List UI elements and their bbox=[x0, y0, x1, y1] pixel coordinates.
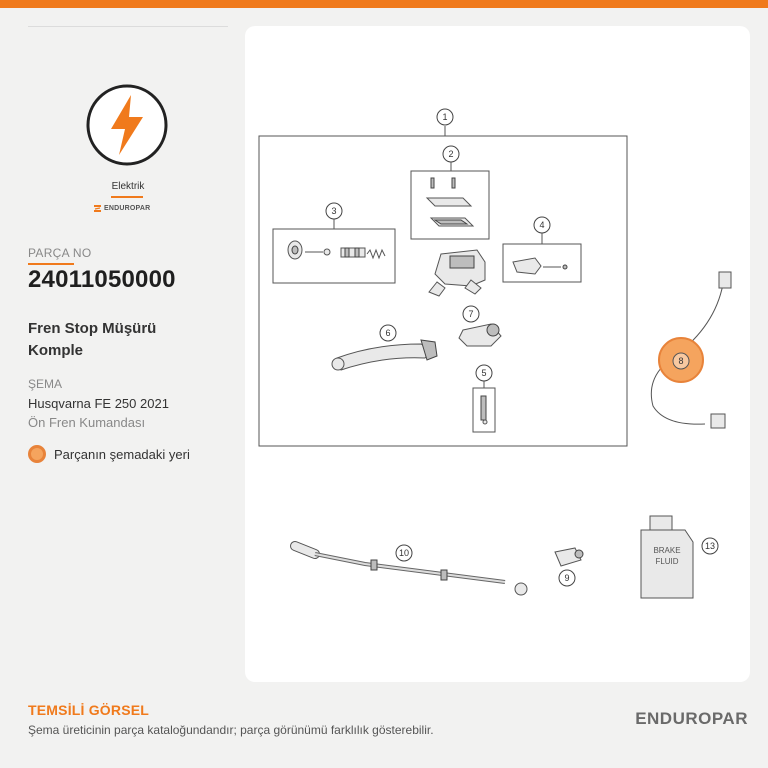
pivot-bolt-part bbox=[513, 258, 567, 274]
callout-4[interactable] bbox=[534, 217, 550, 233]
callout-5[interactable] bbox=[476, 365, 492, 381]
callout-7[interactable] bbox=[463, 306, 479, 322]
category-label: Elektrik bbox=[111, 181, 145, 192]
schema-section: Ön Fren Kumandası bbox=[28, 415, 146, 430]
svg-text:FLUID: FLUID bbox=[655, 557, 679, 566]
svg-text:5: 5 bbox=[481, 368, 487, 378]
brand-logo-small bbox=[94, 205, 150, 212]
callout-13[interactable] bbox=[702, 538, 718, 554]
footer-title: TEMSİLİ GÖRSEL bbox=[28, 702, 150, 718]
svg-text:6: 6 bbox=[385, 328, 391, 338]
brand-mark-icon bbox=[94, 205, 101, 212]
brake-fluid-bottle-part bbox=[641, 516, 693, 598]
schema-label: ŞEMA bbox=[28, 377, 63, 391]
part-name-line-2: Komple bbox=[28, 342, 84, 359]
clamp-part bbox=[555, 548, 583, 566]
highlighted-part-marker[interactable] bbox=[659, 338, 703, 382]
footer-disclaimer: Şema üreticinin parça kataloğundandır; parça görünümü farklılık gösterebilir. bbox=[28, 723, 434, 737]
svg-text:2: 2 bbox=[448, 149, 454, 159]
master-cylinder-body bbox=[429, 250, 485, 296]
schema-model: Husqvarna FE 250 2021 bbox=[28, 396, 169, 411]
callout-9[interactable] bbox=[559, 570, 575, 586]
svg-text:10: 10 bbox=[398, 548, 410, 558]
lever-adjuster-part bbox=[459, 324, 501, 346]
sidebar-divider bbox=[28, 26, 228, 27]
svg-text:4: 4 bbox=[539, 220, 545, 230]
reservoir-cover-part bbox=[427, 178, 473, 226]
svg-text:7: 7 bbox=[468, 309, 474, 319]
location-legend bbox=[28, 445, 190, 463]
part-name bbox=[28, 318, 228, 362]
svg-text:9: 9 bbox=[564, 573, 570, 583]
brake-lever-part bbox=[332, 340, 437, 370]
svg-text:8: 8 bbox=[678, 356, 684, 366]
highlight-marker-icon bbox=[28, 445, 46, 463]
svg-text:1: 1 bbox=[442, 112, 448, 122]
svg-text:13: 13 bbox=[704, 541, 716, 551]
part-number: 24011050000 bbox=[28, 266, 176, 293]
piston-kit-part bbox=[288, 241, 385, 259]
pin-part bbox=[481, 396, 487, 424]
category-underline bbox=[111, 196, 143, 198]
callout-6[interactable] bbox=[380, 325, 396, 341]
brand-small-text: ENDUROPAR bbox=[104, 205, 151, 212]
footer-brand-logo: ENDUROPAR bbox=[635, 709, 748, 728]
part-number-label: PARÇA NO bbox=[28, 246, 92, 260]
callout-1[interactable] bbox=[437, 109, 453, 125]
parts-diagram bbox=[245, 26, 750, 682]
callout-3[interactable] bbox=[326, 203, 342, 219]
top-accent-bar bbox=[0, 0, 768, 8]
callout-2[interactable] bbox=[443, 146, 459, 162]
callout-10[interactable] bbox=[396, 545, 412, 561]
part-name-line-1: Fren Stop Müşürü bbox=[28, 320, 157, 337]
svg-text:BRAKE: BRAKE bbox=[653, 546, 681, 555]
svg-text:3: 3 bbox=[331, 206, 337, 216]
part-number-underline bbox=[28, 263, 74, 265]
lightning-bolt-icon bbox=[85, 83, 169, 167]
legend-text: Parçanın şemadaki yeri bbox=[54, 446, 190, 462]
